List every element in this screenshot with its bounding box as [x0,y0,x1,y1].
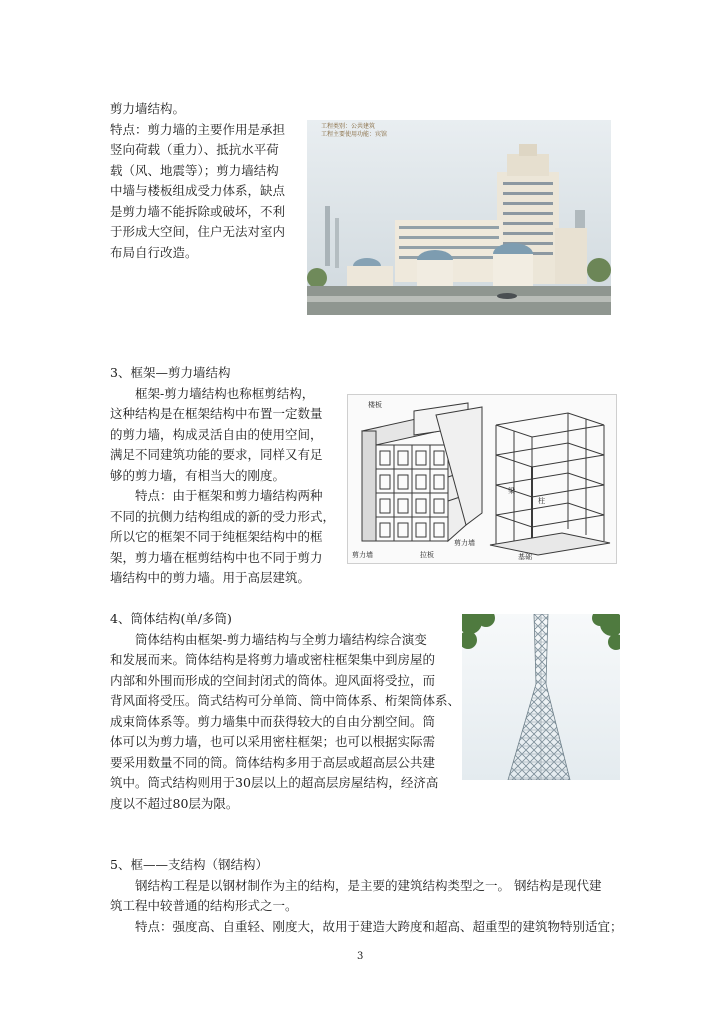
photo-caption: 工程主要使用功能：宾馆 [321,131,388,138]
shear-wall-grid-drawing [362,403,482,541]
section-heading: 4、筒体结构(单/多筒) [110,611,232,626]
text-line: 筑中。筒式结构则用于30层以上的超高层房屋结构，经济高 [110,775,439,790]
text-line: 筒体结构由框架-剪力墙结构与全剪力墙结构综合演变 [135,631,427,647]
text-line: 特点：由于框架和剪力墙结构两种 [135,488,323,503]
diagram-label: 剪力墙 [352,551,373,559]
text-line: 的剪力墙，构成灵活自由的使用空间， [110,426,323,442]
text-line: 墙结构中的剪力墙。用于高层建筑。 [110,570,311,585]
text-line: 布局自行改造。 [110,244,198,260]
hotel-building-photo [307,120,611,315]
steel-structure-section [110,855,623,937]
text-line: 成束筒体系等。剪力墙集中而获得较大的自由分割空间。筒 [110,713,436,729]
text-line: 架，剪力墙在框剪结构中也不同于剪力 [110,549,323,565]
frame-shear-wall-section [110,363,335,589]
text-line: 特点：剪力墙的主要作用是承担 [110,121,286,137]
frame-shear-wall-diagram [347,394,617,564]
section-heading: 5、框——支结构（钢结构） [110,857,268,872]
text-line: 于形成大空间，住户无法对室内 [110,224,286,239]
text-line: 度以不超过80层为限。 [110,795,239,811]
text-line: 满足不同建筑功能的要求，同样又有足 [110,447,323,462]
page-number: 3 [357,951,364,962]
tube-structure-section [110,609,460,814]
text-line: 竖向荷载（重力）、抵抗水平荷 [110,142,279,157]
diagram-label: 梁 [508,487,515,495]
text-line: 框架-剪力墙结构也称框剪结构， [135,385,315,401]
text-line: 特点：强度高、自重轻、刚度大，故用于建造大跨度和超高、超重型的建筑物特别适宜； [135,918,623,934]
text-line: 所以它的框架不同于纯框架结构中的框 [110,529,323,544]
text-line: 不同的抗侧力结构组成的新的受力形式， [110,508,336,524]
text-line: 够的剪力墙，有相当大的刚度。 [110,467,286,483]
text-line: 背风面将受压。筒式结构可分单筒、筒中筒体系、桁架筒体系、 [110,693,461,708]
text-line: 体可以为剪力墙，也可以采用密柱框架；也可以根据实际需 [110,734,436,749]
text-line: 中墙与楼板组成受力体系，缺点 [110,183,286,198]
text-line: 钢结构工程是以钢材制作为主的结构，是主要的建筑结构类型之一。 钢结构是现代建 [135,877,602,893]
text-line: 载（风、地震等）；剪力墙结构 [110,162,279,178]
section-heading: 3、框架—剪力墙结构 [110,365,231,380]
text-line: 内部和外围而形成的空间封闭式的筒体。迎风面将受拉，而 [110,672,436,688]
text-line: 剪力墙结构。 [110,101,186,116]
diagram-label: 柱 [538,497,545,505]
diagram-label: 楼板 [368,401,382,409]
text-line: 要采用数量不同的筒。筒体结构多用于高层或超高层公共建 [110,754,436,770]
text-line: 是剪力墙不能拆除或破坏，不利 [110,203,286,219]
diagram-label: 拉板 [420,551,434,559]
frame-skeleton-drawing [490,413,610,555]
diagram-label: 基础 [518,553,532,561]
photo-caption: 工程类别：公共建筑 [321,123,376,130]
text-line: 和发展而来。筒体结构是将剪力墙或密柱框架集中到房屋的 [110,652,436,667]
text-line: 这种结构是在框架结构中布置一定数量 [110,406,323,421]
shear-wall-text [110,99,285,263]
diagram-label: 剪力墙 [454,539,475,547]
text-line: 筑工程中较普通的结构形式之一。 [110,898,298,913]
tower-photo [462,614,620,780]
